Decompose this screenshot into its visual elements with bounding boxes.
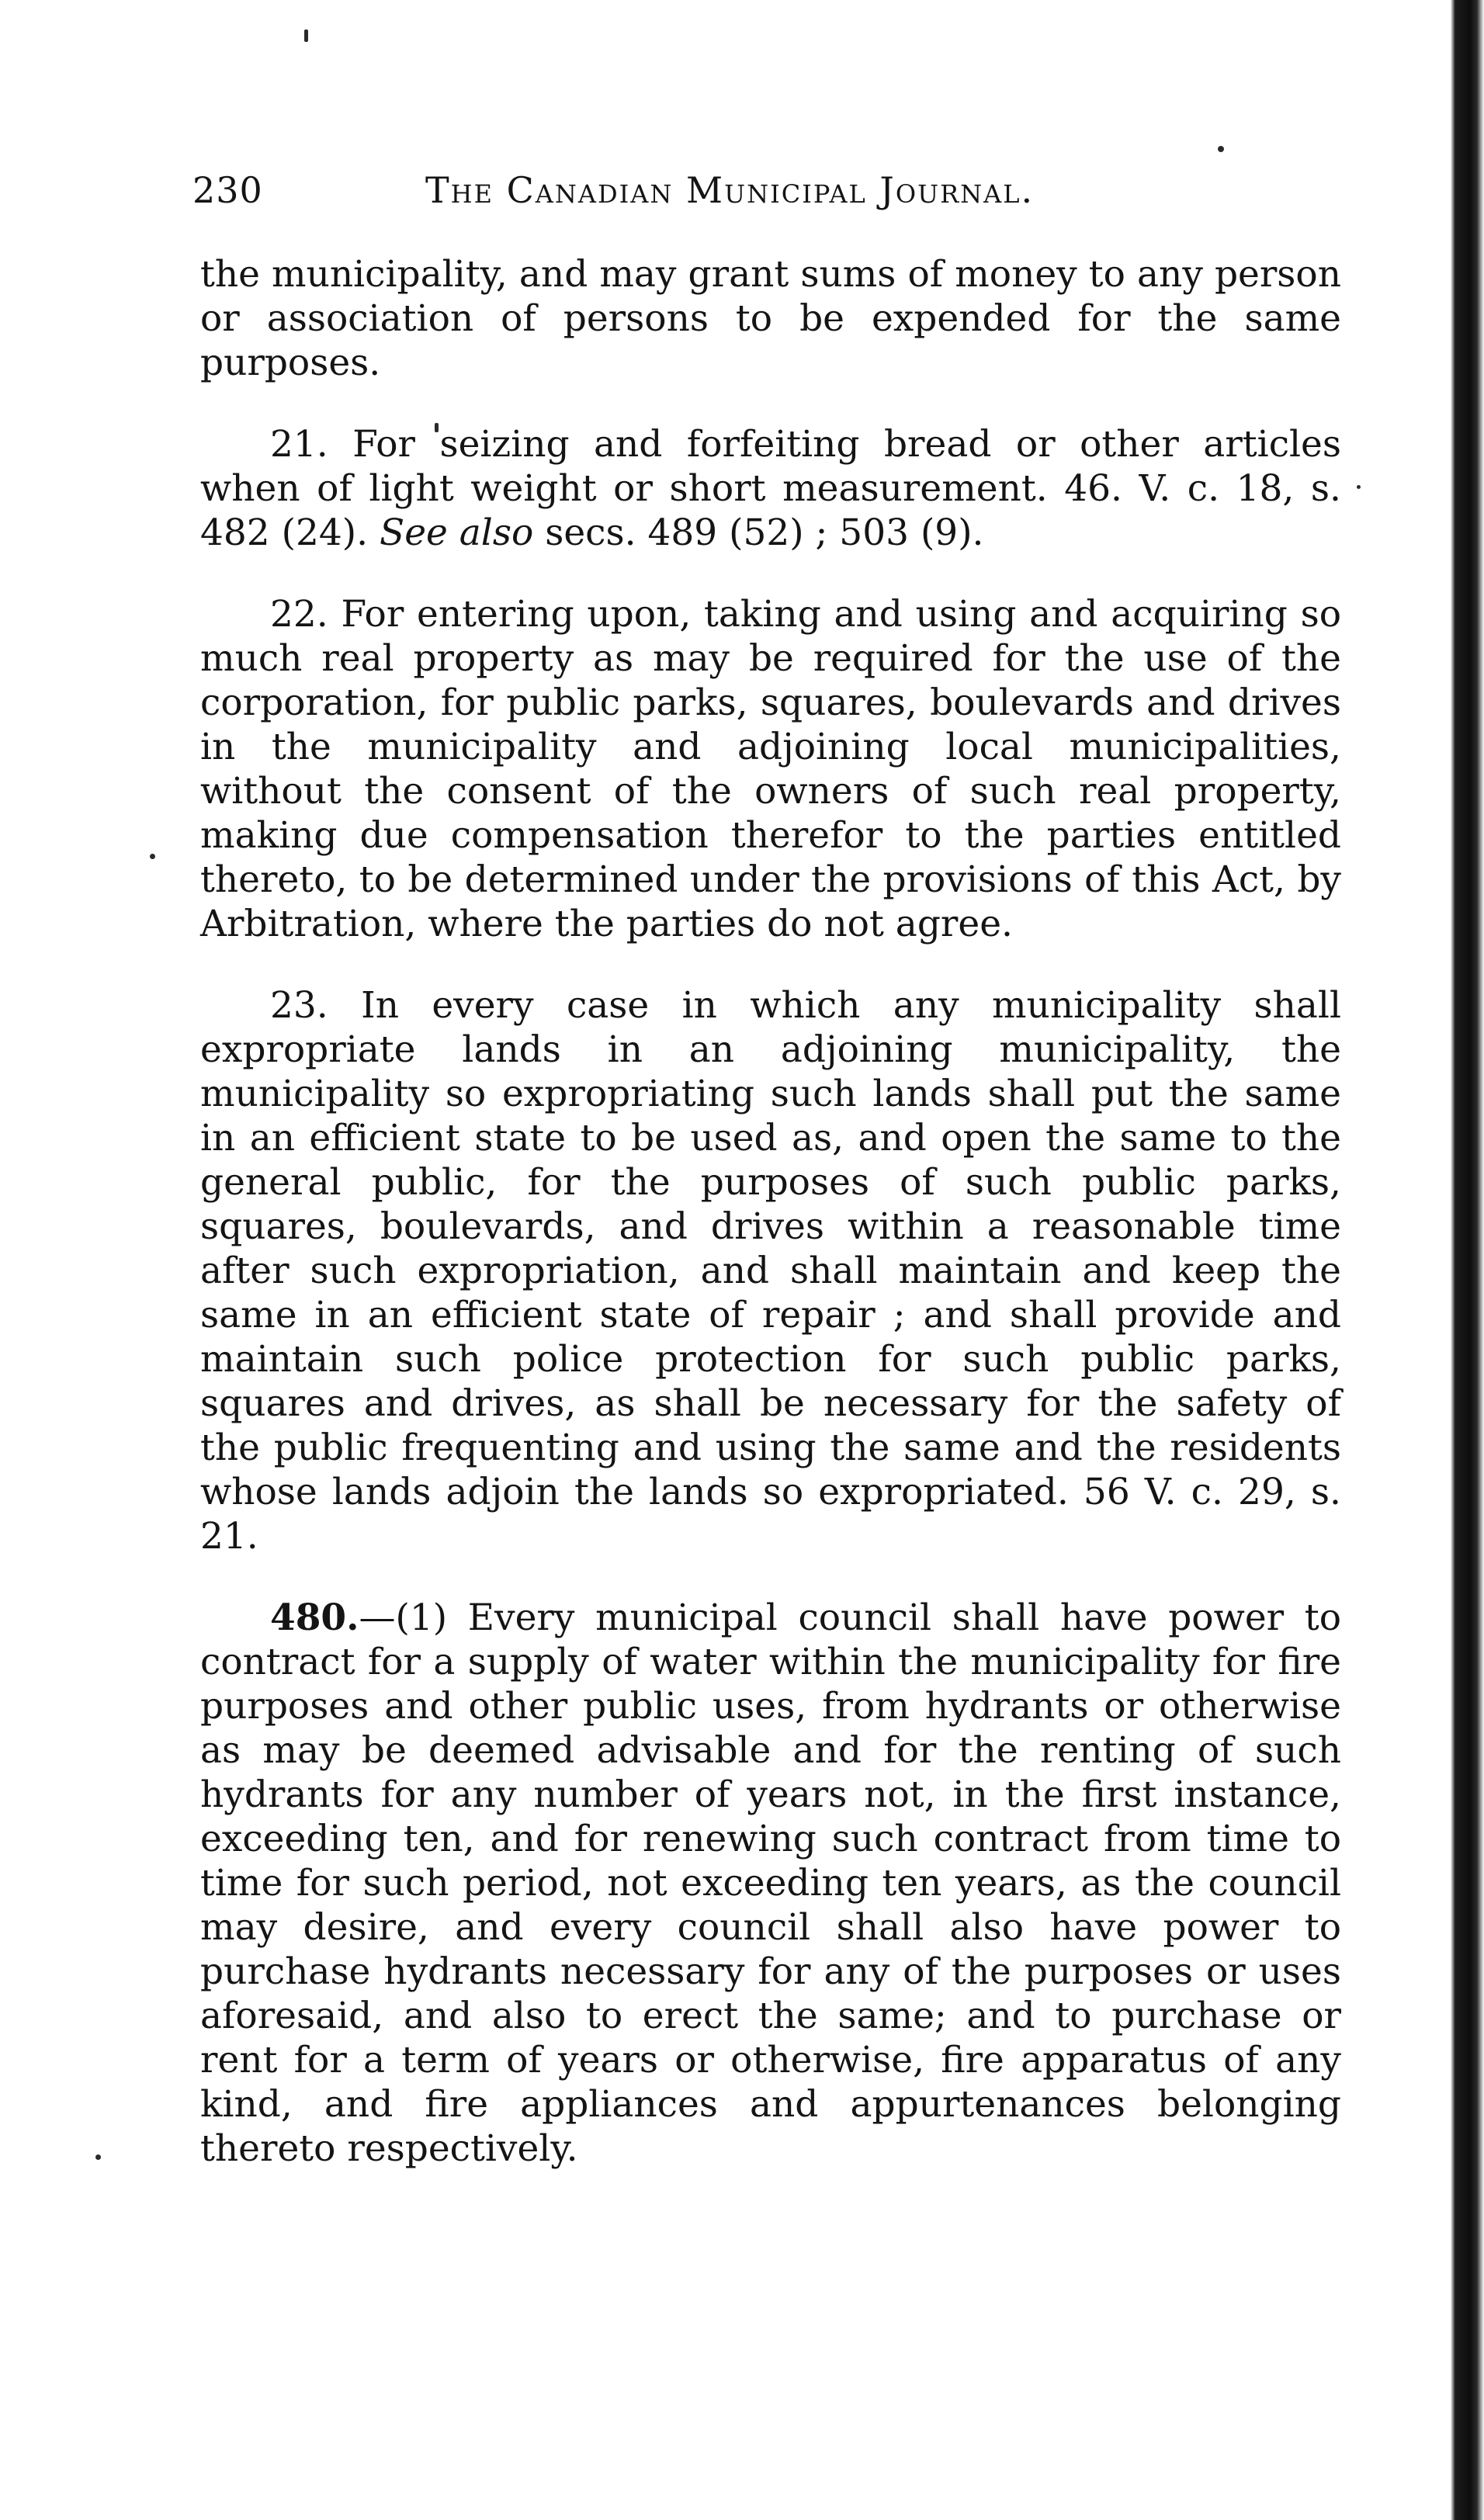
scan-speck	[95, 2154, 101, 2160]
page-number: 230	[192, 169, 263, 211]
paragraph-text: 21. For seizing and forfeiting bread or other articles when of light weight or short measurement. 46. V. c. 18, s. 482 (24).	[200, 423, 1341, 554]
section-number: 480.	[270, 1596, 359, 1639]
scan-speck	[1357, 485, 1361, 489]
paragraph-text: 23. In every case in which any municipality shall expropriate lands in an adjoining municipality, the municipality so expropriating such lands shall put the same in an efficient state to be used as, and open the same to the general public, for the purposes of such public parks, squares, boulevards, and drives within a reasonable time after such expropriation, and shall maintain and keep the same in an efficient state of repair ; and shall provide and maintain such police protection for such public parks, squares and drives, as shall be necessary for the safety of the public frequenting and using the same and the residents whose lands adjoin the lands so expropriated. 56 V. c. 29, s. 21.	[200, 984, 1341, 1558]
paragraph-clause-23	[200, 983, 1341, 1558]
body-text	[200, 252, 1341, 2208]
scan-speck	[1218, 146, 1224, 152]
paragraph-section-480	[200, 1596, 1341, 2171]
running-title: The Canadian Municipal Journal.	[425, 169, 1035, 211]
paragraph-clause-22	[200, 592, 1341, 946]
italic-reference: See also	[380, 511, 534, 554]
paragraph-text: secs. 489 (52) ; 503 (9).	[533, 511, 984, 554]
paragraph-clause-21	[200, 422, 1341, 555]
paragraph-text: the municipality, and may grant sums of money to any person or association of persons to be expended for the same purposes.	[200, 253, 1341, 384]
scan-speck	[304, 29, 308, 42]
running-header	[192, 169, 1357, 224]
scan-speck	[150, 854, 155, 859]
paragraph-text: —(1) Every municipal council shall have power to contract for a supply of water within the municipality for fire purposes and other public uses, from hydrants or otherwise as may be deemed advisable and for the renting of such hydrants for any number of years not, in the first instance, exceeding ten, and for renewing such contract from time to time for such period, not exceeding ten years, as the council may desire, and every council shall also have power to purchase hydrants necessary for any of the purposes or uses aforesaid, and also to erect the same; and to purchase or rent for a term of years or otherwise, fire apparatus of any kind, and fire appliances and appurtenances belonging thereto respectively.	[200, 1596, 1341, 2170]
paragraph-continuation	[200, 252, 1341, 385]
paragraph-text: 22. For entering upon, taking and using and acquiring so much real property as may be required for the use of the corporation, for public parks, squares, boulevards and drives in the municipality and adjoining local municipalities, without the consent of the owners of such real property, making due compensation therefor to the parties entitled thereto, to be determined under the provisions of this Act, by Arbitration, where the parties do not agree.	[200, 593, 1341, 945]
page-binding-edge	[1437, 0, 1484, 2520]
